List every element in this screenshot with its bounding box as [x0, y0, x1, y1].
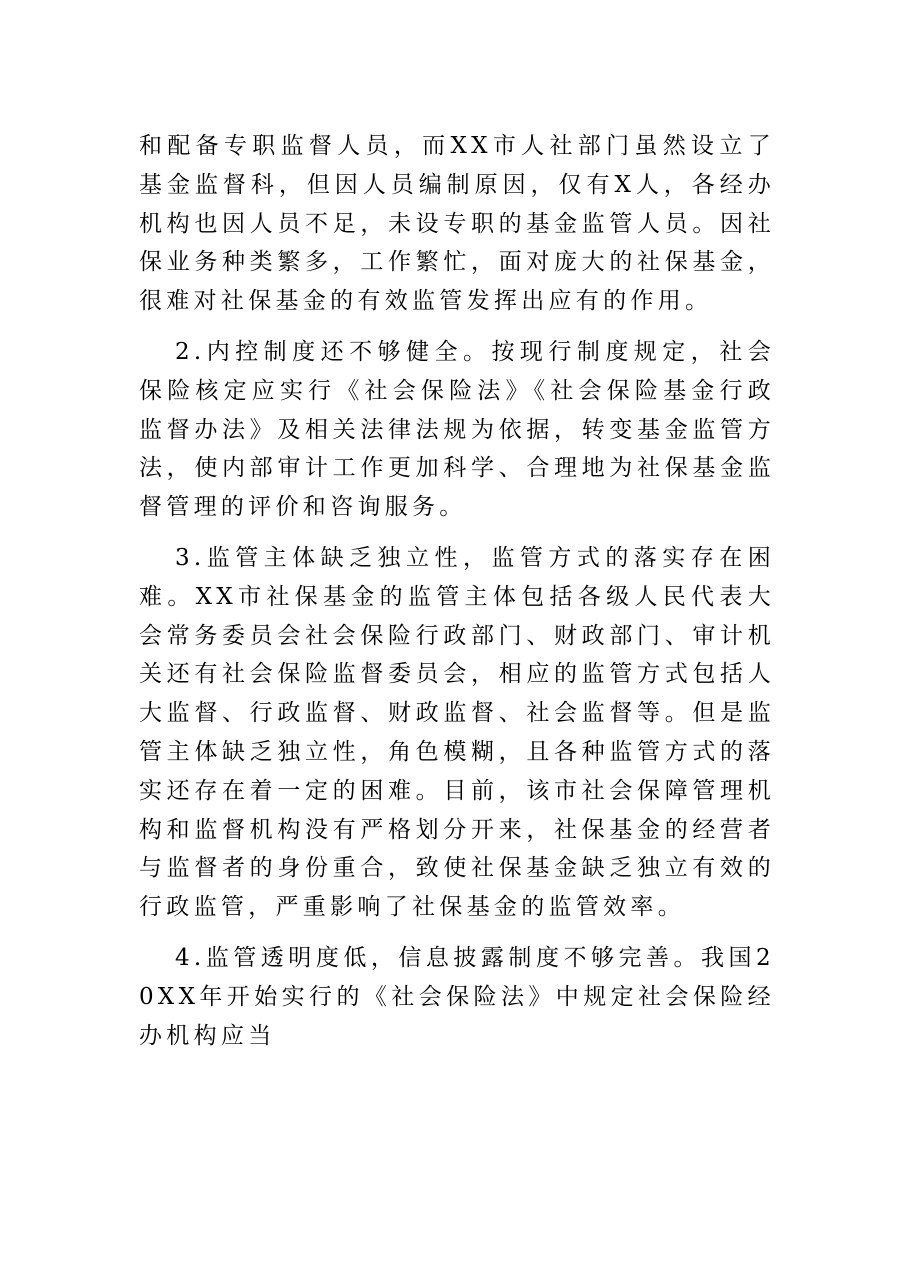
paragraph-continuation: 和配备专职监督人员，而XX市人社部门虽然设立了基金监督科，但因人员编制原因，仅有X人，各经办机构也因人员不足，未设专职的基金监管人员。因社保业务种类繁多，工作繁忙，面对庞大的社保基金，很难对社保基金的有效监管发挥出应有的作用。 — [139, 133, 775, 315]
paragraph-item-3: 3.监管主体缺乏独立性，监管方式的落实存在困难。XX市社保基金的监管主体包括各级人民代表大会常务委员会社会保险行政部门、财政部门、审计机关还有社会保险监督委员会，相应的监管方式包括人大监督、行政监督、财政监督、社会监督等。但是监管主体缺乏独立性，角色模糊，且各种监管方式的落实还存在着一定的困难。目前，该市社会保障管理机构和监督机构没有严格划分开来，社保基金的经营者与监督者的身份重合，致使社保基金缺乏独立有效的行政监管，严重影响了社保基金的监管效率。 — [139, 544, 775, 921]
paragraph-item-4: 4.监管透明度低，信息披露制度不够完善。我国20XX年开始实行的《社会保险法》中规定社会保险经办机构应当 — [139, 944, 775, 1049]
paragraph-item-2: 2.内控制度还不够健全。按现行制度规定，社会保险核定应实行《社会保险法》《社会保险基金行政监督办法》及相关法律法规为依据，转变基金监管方法，使内部审计工作更加科学、合理地为社保基金监督管理的评价和咨询服务。 — [139, 338, 775, 521]
document-body — [139, 127, 775, 1067]
